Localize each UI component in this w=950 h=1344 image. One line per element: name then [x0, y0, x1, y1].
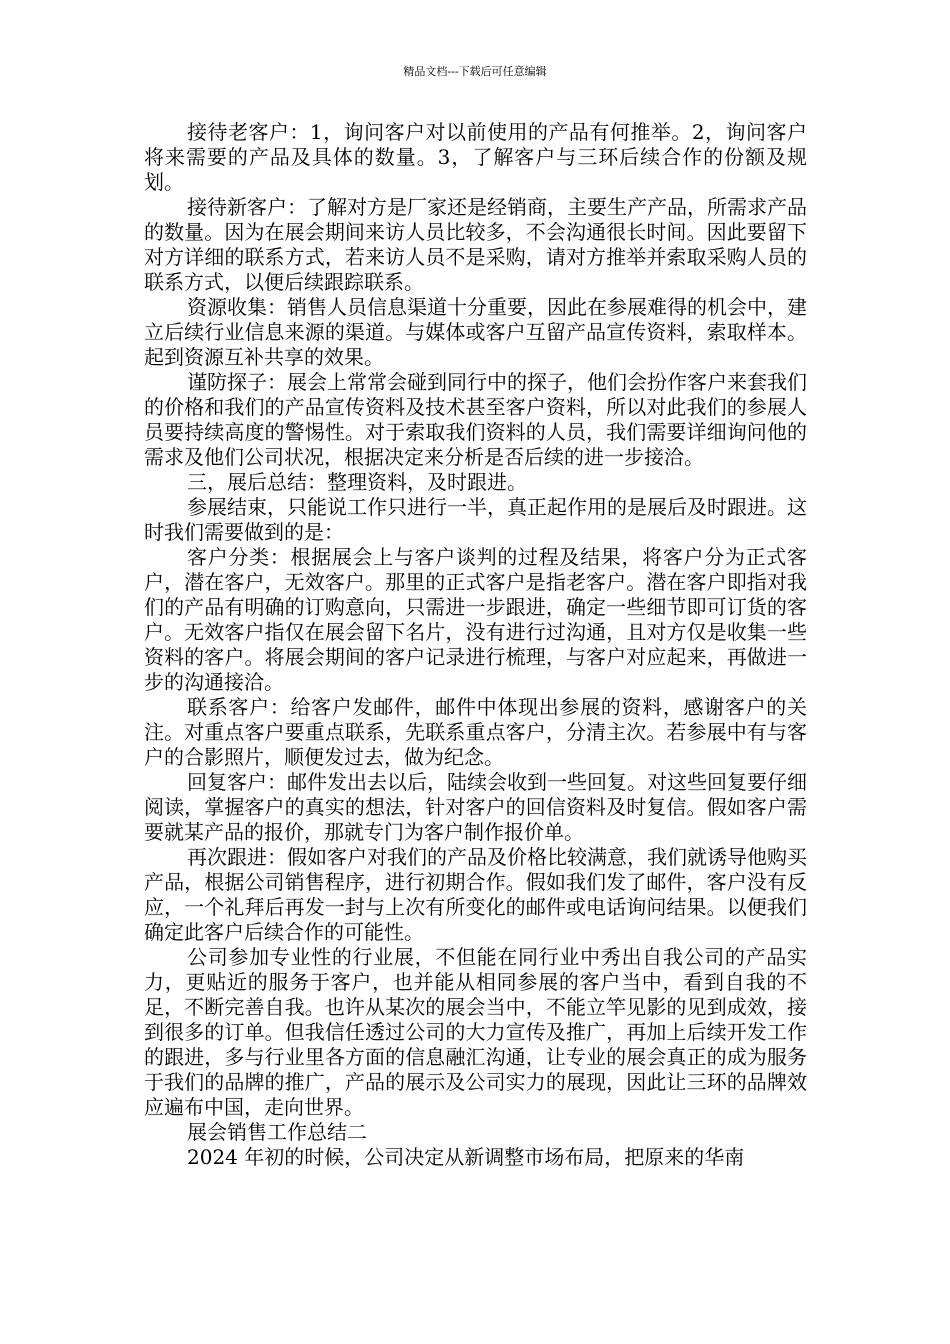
section-heading-post-exhibition: 三，展后总结：整理资料，及时跟进。 [187, 470, 527, 494]
paragraph-after-exhibition: 参展结束，只能说工作只进行一半，真正起作用的是展后及时跟进。这时我们需要做到的是： [144, 495, 807, 544]
document-body [144, 120, 807, 1170]
page-header: 精品文档---下载后可任意编辑 [403, 65, 547, 78]
section-title-summary-two: 展会销售工作总结二 [187, 1120, 367, 1144]
paragraph-contact-customers: 联系客户：给客户发邮件，邮件中体现出参展的资料，感谢客户的关注。对重点客户要重点联系，先联系重点客户，分清主次。若参展中有与客户的合影照片，顺便发过去，做为纪念。 [144, 695, 807, 769]
paragraph-new-customers: 接待新客户：了解对方是厂家还是经销商，主要生产产品，所需求产品的数量。因为在展会期间来访人员比较多，不会沟通很长时间。因此要留下对方详细的联系方式，若来访人员不是采购，请对方推举并索取采购人员的联系方式，以便后续跟踪联系。 [144, 195, 807, 294]
paragraph-old-customers: 接待老客户：1，询问客户对以前使用的产品有何推举。2，询问客户将来需要的产品及具体的数量。3，了解客户与三环后续合作的份额及规划。 [144, 120, 807, 194]
paragraph-follow-up-again: 再次跟进：假如客户对我们的产品及价格比较满意，我们就诱导他购买产品，根据公司销售程序，进行初期合作。假如我们发了邮件，客户没有反应，一个礼拜后再发一封与上次有所变化的邮件或电话询问结果。以便我们确定此客户后续合作的可能性。 [144, 845, 807, 944]
paragraph-reply-customers: 回复客户：邮件发出去以后，陆续会收到一些回复。对这些回复要仔细阅读，掌握客户的真实的想法，针对客户的回信资料及时复信。假如客户需要就某产品的报价，那就专门为客户制作报价单。 [144, 770, 807, 844]
paragraph-2024-market: 2024 年初的时候，公司决定从新调整市场布局，把原来的华南 [187, 1145, 745, 1169]
paragraph-customer-classification: 客户分类：根据展会上与客户谈判的过程及结果，将客户分为正式客户，潜在客户，无效客户。那里的正式客户是指老客户。潜在客户即指对我们的产品有明确的订购意向，只需进一步跟进，确定一些细节即可订货的客户。无效客户指仅在展会留下名片，没有进行过沟通，且对方仅是收集一些资料的客户。将展会期间的客户记录进行梳理，与客户对应起来，再做进一步的沟通接洽。 [144, 545, 807, 694]
paragraph-beware-spies: 谨防探子：展会上常常会碰到同行中的探子，他们会扮作客户来套我们的价格和我们的产品宣传资料及技术甚至客户资料，所以对此我们的参展人员要持续高度的警惕性。对于索取我们资料的人员，我们需要详细询问他的需求及他们公司状况，根据决定来分析是否后续的进一步接洽。 [144, 370, 807, 469]
paragraph-conclusion: 公司参加专业性的行业展，不但能在同行业中秀出自我公司的产品实力，更贴近的服务于客户，也并能从相同参展的客户当中，看到自我的不足，不断完善自我。也许从某次的展会当中，不能立竿见影的见到成效，接到很多的订单。但我信任透过公司的大力宣传及推广，再加上后续开发工作的跟进，多与行业里各方面的信息融汇沟通，让专业的展会真正的成为服务于我们的品牌的推广，产品的展示及公司实力的展现，因此让三环的品牌效应遍布中国，走向世界。 [144, 945, 807, 1119]
paragraph-resource-collection: 资源收集：销售人员信息渠道十分重要，因此在参展难得的机会中，建立后续行业信息来源的渠道。与媒体或客户互留产品宣传资料，索取样本。起到资源互补共享的效果。 [144, 295, 807, 369]
